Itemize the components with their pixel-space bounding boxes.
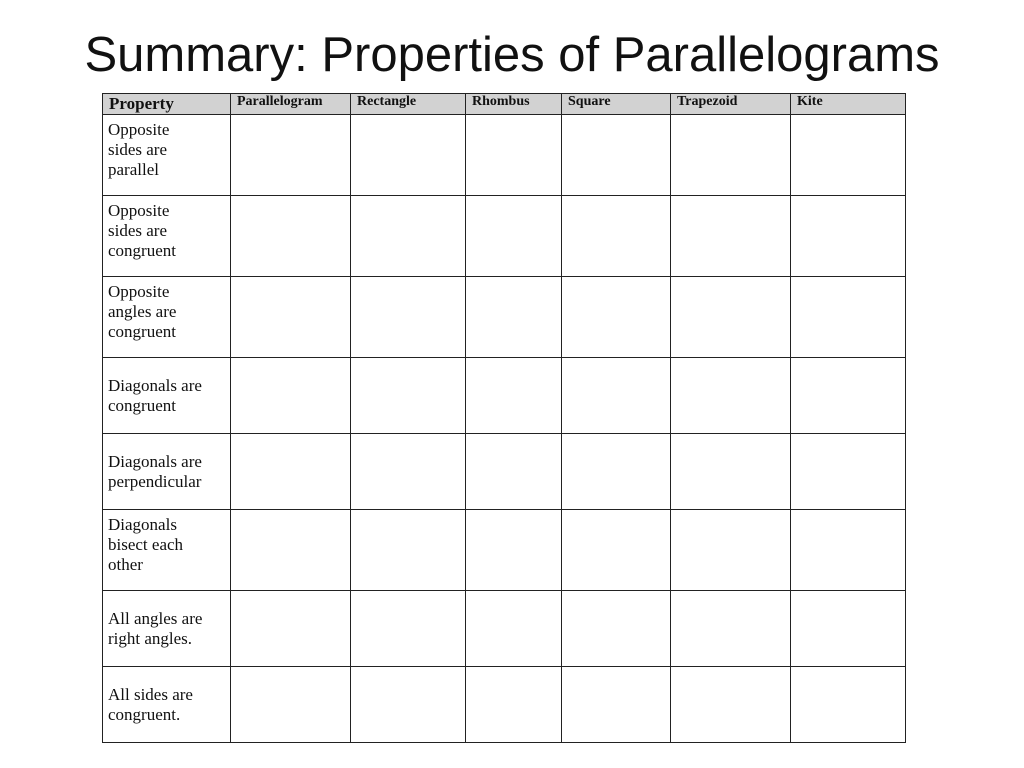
table-body — [103, 115, 906, 743]
table-row — [103, 358, 906, 434]
table-header — [103, 94, 906, 115]
property-label-line: bisect each — [108, 535, 184, 554]
answer-cell — [351, 115, 466, 196]
property-label — [103, 667, 231, 743]
table-row — [103, 667, 906, 743]
header-rhombus: Rhombus — [466, 94, 562, 115]
answer-cell — [562, 196, 671, 277]
answer-cell — [791, 358, 906, 434]
answer-cell — [671, 358, 791, 434]
answer-cell — [351, 277, 466, 358]
answer-cell — [671, 196, 791, 277]
header-square: Square — [562, 94, 671, 115]
table-row — [103, 196, 906, 277]
answer-cell — [466, 358, 562, 434]
slide-title: Summary: Properties of Parallelograms — [84, 28, 940, 82]
answer-cell — [671, 277, 791, 358]
answer-cell — [231, 510, 351, 591]
properties-table — [102, 93, 906, 743]
answer-cell — [562, 591, 671, 667]
answer-cell — [671, 667, 791, 743]
answer-cell — [466, 277, 562, 358]
header-kite: Kite — [791, 94, 906, 115]
answer-cell — [562, 277, 671, 358]
property-label-line: congruent. — [108, 704, 181, 724]
property-label-line: Diagonals — [108, 515, 177, 534]
answer-cell — [562, 434, 671, 510]
answer-cell — [671, 115, 791, 196]
answer-cell — [791, 667, 906, 743]
answer-cell — [791, 591, 906, 667]
answer-cell — [562, 510, 671, 591]
answer-cell — [466, 434, 562, 510]
property-label-line: Diagonals are — [108, 375, 202, 395]
property-label-line: congruent — [108, 395, 176, 415]
answer-cell — [351, 591, 466, 667]
header-rectangle: Rectangle — [351, 94, 466, 115]
table-row — [103, 434, 906, 510]
answer-cell — [466, 196, 562, 277]
answer-cell — [231, 115, 351, 196]
header-parallelogram: Parallelogram — [231, 94, 351, 115]
property-label-line: Diagonals are — [108, 451, 202, 471]
property-label-line: Opposite — [108, 201, 170, 220]
property-label-line: other — [108, 555, 143, 574]
answer-cell — [791, 115, 906, 196]
answer-cell — [466, 591, 562, 667]
answer-cell — [231, 277, 351, 358]
answer-cell — [671, 510, 791, 591]
property-label-line: congruent — [108, 322, 176, 341]
answer-cell — [351, 510, 466, 591]
answer-cell — [791, 510, 906, 591]
property-label-line: sides are — [108, 140, 168, 159]
answer-cell — [351, 667, 466, 743]
answer-cell — [562, 358, 671, 434]
property-label — [103, 358, 231, 434]
header-property: Property — [103, 94, 231, 115]
answer-cell — [562, 667, 671, 743]
property-label — [103, 510, 231, 591]
answer-cell — [351, 358, 466, 434]
property-label — [103, 277, 231, 358]
answer-cell — [231, 196, 351, 277]
answer-cell — [351, 434, 466, 510]
property-label — [103, 196, 231, 277]
answer-cell — [791, 434, 906, 510]
property-label — [103, 434, 231, 510]
property-label-line: congruent — [108, 241, 176, 260]
property-label — [103, 115, 231, 196]
property-label-line: Opposite — [108, 282, 170, 301]
table-row — [103, 115, 906, 196]
answer-cell — [562, 115, 671, 196]
answer-cell — [231, 667, 351, 743]
answer-cell — [231, 591, 351, 667]
answer-cell — [231, 434, 351, 510]
property-label-line: All angles are — [108, 608, 203, 628]
property-label-line: perpendicular — [108, 471, 202, 491]
property-label-line: angles are — [108, 302, 177, 321]
answer-cell — [351, 196, 466, 277]
table-row — [103, 277, 906, 358]
answer-cell — [231, 358, 351, 434]
table-row — [103, 510, 906, 591]
header-row — [103, 94, 906, 115]
property-label-line: right angles. — [108, 628, 193, 648]
property-label-line: All sides are — [108, 684, 193, 704]
property-label-line: Opposite — [108, 120, 170, 139]
header-trapezoid: Trapezoid — [671, 94, 791, 115]
answer-cell — [671, 434, 791, 510]
property-label-line: parallel — [108, 160, 159, 179]
answer-cell — [466, 510, 562, 591]
property-label — [103, 591, 231, 667]
table-row — [103, 591, 906, 667]
answer-cell — [466, 115, 562, 196]
property-label-line: sides are — [108, 221, 168, 240]
answer-cell — [791, 196, 906, 277]
answer-cell — [791, 277, 906, 358]
answer-cell — [466, 667, 562, 743]
answer-cell — [671, 591, 791, 667]
